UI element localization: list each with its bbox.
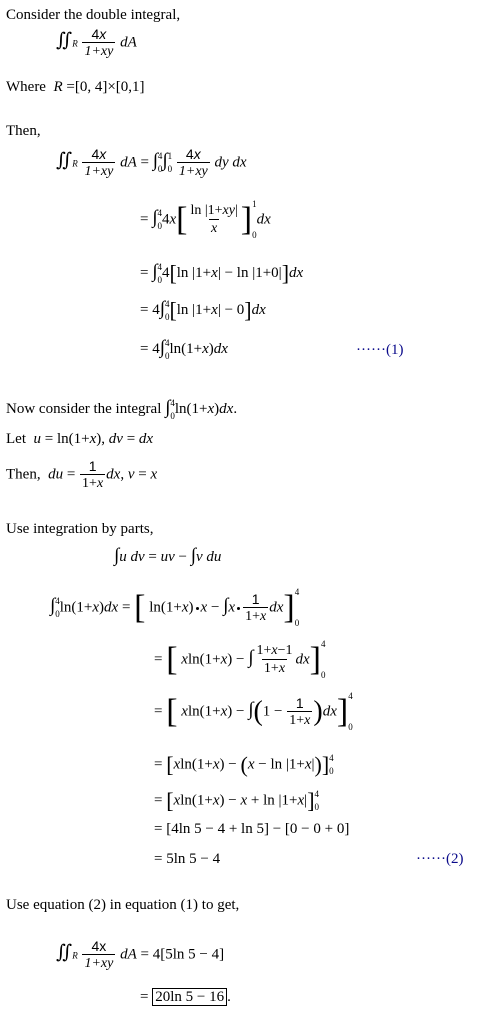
step-iterated-integral: ∬R $\frac{4x}{1+xy}$ dA = ∫ 4 0 ∫ 1 0 $\frac{4x}{1+xy}$ dy dx [56, 146, 247, 179]
step-ln-bracket: = ∫ 4 0 4x[ $\frac{\ln |1+xy|}{x}$ ] 1 0 dx [140, 199, 271, 240]
parts-step-3: = [ xln(1+x) − ∫(1 − $\frac{1}{1+x}$ )dx] 4 0 [154, 691, 353, 732]
parts-label: Use integration by parts, [6, 521, 154, 537]
du-line: Then, du = $\frac{1}{1+x}$ dx, v = x [6, 458, 158, 491]
now-consider-line: Now consider the integral ∫ 4 0 ln(1+x)dx. [6, 397, 238, 421]
then-label: Then, [6, 123, 41, 139]
equation-tag-2: ······(2) [416, 851, 464, 867]
parts-formula: ∫u dv = uv − ∫v du [114, 545, 222, 566]
parts-step-1: ∫ 4 0 ln(1+x)dx = [ ln(1+x) x − ∫x $\frac{1}{1+x}$ dx] 4 0 [50, 587, 300, 628]
double-integral-display: ∬R $\frac{4x}{1+xy}$ dA [56, 26, 137, 59]
parts-step-4: = [xln(1+x) − (x − ln |1+x|)] 4 0 [154, 752, 334, 777]
step-eq1: = 4∫ 4 0 ln(1+x)dx [140, 337, 228, 361]
final-answer-box: 20ln 5 − 16 [152, 988, 227, 1006]
parts-step-6: = [4ln 5 − 4 + ln 5] − [0 − 0 + 0] [154, 821, 350, 837]
parts-step-5: = [xln(1+x) − x + ln |1+x|] 4 0 [154, 788, 320, 813]
intro-text: Consider the double integral, [6, 7, 181, 23]
parts-step-2: = [ xln(1+x) − ∫ $\frac{1+x-1}{1+x}$ dx] 4 0 [154, 639, 326, 680]
final-answer-line: = 20ln 5 − 16 . [140, 989, 231, 1005]
region-line: Where R =[0, 4]×[0,1] [6, 79, 145, 95]
final-step: ∬R $\frac{4x}{1+xy}$ dA = 4[5ln 5 − 4] [56, 938, 225, 971]
step-substitute: = ∫ 4 0 4[ln |1+x| − ln |1+0|]dx [140, 260, 304, 286]
equation-tag-1: ······(1) [356, 342, 404, 358]
parts-step-eq2: = 5ln 5 − 4 [154, 851, 221, 867]
let-line: Let u = ln(1+x), dv = dx [6, 431, 154, 447]
step-simplify: = 4∫ 4 0 [ln |1+x| − 0]dx [140, 297, 266, 323]
use-equation-label: Use equation (2) in equation (1) to get, [6, 897, 240, 913]
